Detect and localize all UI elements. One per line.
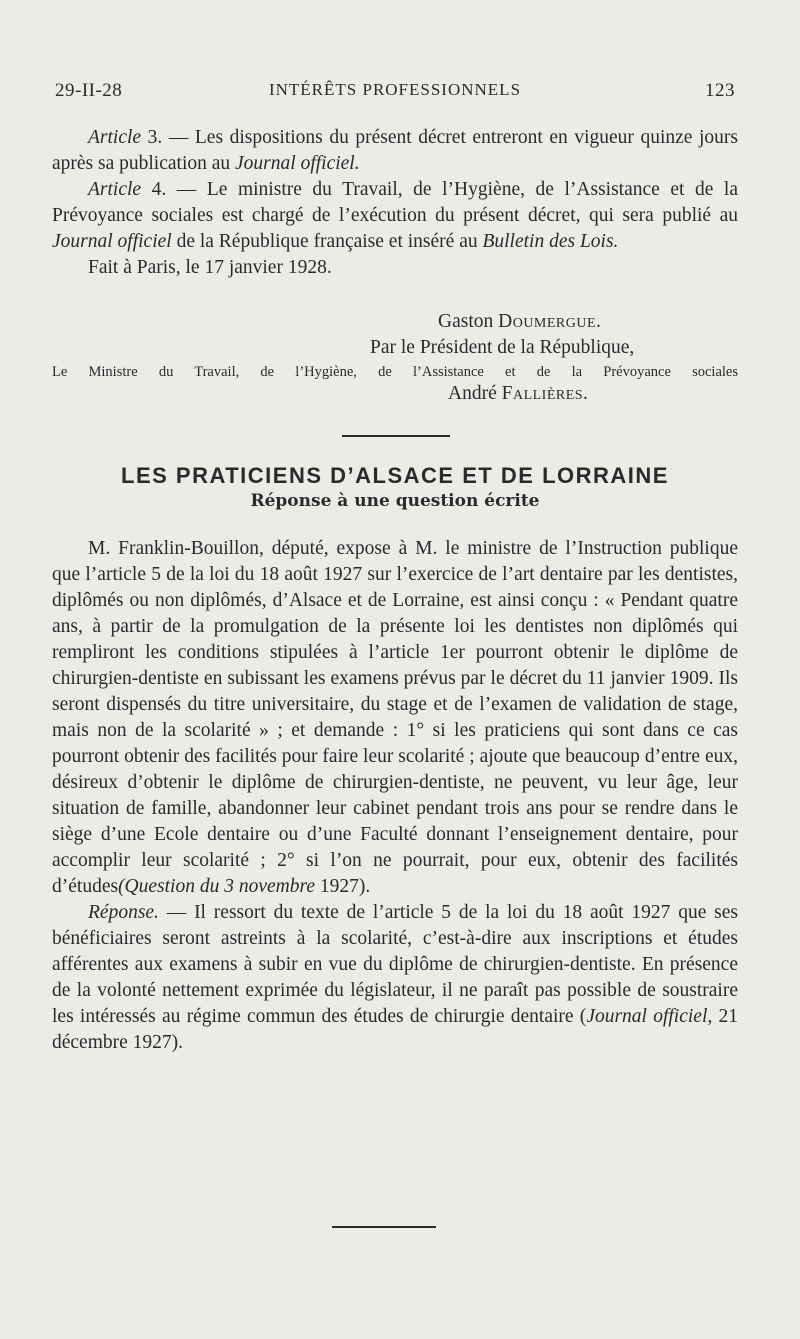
article-3: Article 3. — Les dispositions du présent décret entreront en vigueur quinze jours après sa publication au Journal officiel.	[52, 127, 738, 174]
article-4: Article 4. — Le ministre du Travail, de l’Hygiène, de l’Assistance et de la Prévoyance sociales est chargé de l’exécution du présent décret, qui sera publié au Journal officiel de la République française et inséré au Bulletin des Lois.	[52, 179, 738, 252]
header-title: INTÉRÊTS PROFESSIONNELS	[268, 80, 522, 99]
done-at-line: Fait à Paris, le 17 janvier 1928.	[88, 257, 332, 278]
signer-president: Gaston Doumergue.	[438, 311, 602, 332]
minister-title: Le Ministre du Travail, de l’Hygiène, de l’Assistance et de la Prévoyance sociales	[52, 364, 738, 380]
section-subtitle: Réponse à une question écrite	[250, 491, 540, 511]
decree-articles	[52, 125, 738, 281]
question-paragraph: M. Franklin-Bouillon, député, expose à M. le ministre de l’Instruction publique que l’article 5 de la loi du 18 août 1927 sur l’exercice de l’art dentaire par les dentistes, diplômés ou non diplômés, d’Alsace et de Lorraine, est ainsi conçu : « Pendant quatre ans, à partir de la promulgation de la présente loi les dentistes non diplômés qui rempliront les conditions stipulées à l’article 1er pourront obtenir le diplôme de chirurgien-dentiste en subissant les examens prévus par le décret du 11 janvier 1909. Ils seront dispensés du titre universitaire, du stage et de l’examen de validation de stage, mais non de la scolarité » ; et demande : 1° si les praticiens qui sont dans ce cas pourront obtenir des facilités pour faire leur scolarité ; ajoute que beaucoup d’entre eux, désireux d’obtenir le diplôme de chirurgien-dentiste, ne peuvent, vu leur âge, leur situation de famille, abandonner leur cabinet pendant trois ans pour se rendre dans le siège d’une Ecole dentaire ou d’une Faculté donnant l’enseignement dentaire, pour accomplir leur scolarité ; 2° si l’on ne pourrait, pour eux, obtenir des facilités d’études(Question du 3 novembre 1927).	[52, 538, 738, 897]
signer-minister: André Fallières.	[448, 383, 589, 404]
running-head	[55, 80, 735, 110]
answer-paragraph: Réponse. — Il ressort du texte de l’article 5 de la loi du 18 août 1927 que ses bénéficiaires seront astreints à la scolarité, c’est-à-dire aux inscriptions et études afférentes aux examens à subir en vue du diplôme de chirurgien-dentiste. En présence de la volonté nettement exprimée du législateur, il ne paraît pas possible de soustraire les intéressés au régime commun des études de chirurgie dentaire (Journal officiel, 21 décembre 1927).	[52, 902, 739, 1053]
question-body	[52, 536, 738, 1056]
page-number: 123	[705, 80, 735, 101]
header-date: 29-II-28	[55, 80, 123, 101]
separator-rule	[342, 435, 450, 437]
section-title: LES PRATICIENS D’ALSACE ET DE LORRAINE	[121, 463, 669, 488]
president-line: Par le Président de la République,	[370, 337, 635, 358]
end-rule	[332, 1226, 436, 1228]
